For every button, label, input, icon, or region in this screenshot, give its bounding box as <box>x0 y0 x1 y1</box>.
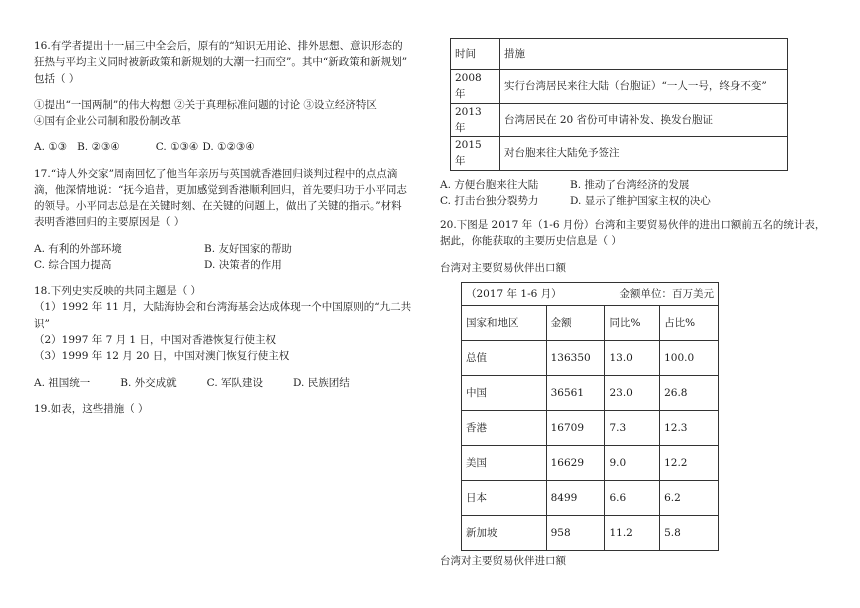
table-cell: 中国 <box>462 375 547 410</box>
table-cell: 香港 <box>462 410 547 445</box>
table-header-cell: 时间 <box>451 39 500 70</box>
option-c: C. 综合国力提高 <box>34 258 112 271</box>
q17-options <box>34 241 422 274</box>
table-header-row <box>462 305 719 340</box>
q16-line: 16.有学者提出十一届三中全会后，原有的“知识无用论、排外思想、意识形态的 <box>34 40 403 52</box>
table-unit-row <box>462 282 719 305</box>
table-row <box>462 340 719 375</box>
q18-line: （2）1997 年 7 月 1 日，中国对香港恢复行使主权 <box>34 333 276 346</box>
q18-line: （1）1992 年 11 月，大陆海协会和台湾海基会达成体现一个中国原则的“九二共 <box>34 301 412 314</box>
q19-table <box>450 38 788 171</box>
option-a: A. ①③ <box>34 141 68 154</box>
question-20 <box>440 217 840 569</box>
table-header-cell: 金额 <box>546 305 605 340</box>
option-a: A. 有利的外部环境 <box>34 242 122 255</box>
table-cell: 日本 <box>462 480 547 515</box>
table-cell: 2015 年 <box>451 137 500 171</box>
table-cell: 7.3 <box>605 410 660 445</box>
option-d: D. ①②③④ <box>202 141 255 154</box>
table-cell: 12.2 <box>660 445 719 480</box>
table-header-cell: 国家和地区 <box>462 305 547 340</box>
table-cell: 26.8 <box>660 375 719 410</box>
option-b: B. 外交成就 <box>120 376 177 389</box>
table-header-row <box>451 39 788 70</box>
table-cell: 8499 <box>546 480 605 515</box>
option-c: C. ①③④ <box>155 141 199 154</box>
table-cell: 13.0 <box>605 340 660 375</box>
table-cell: 2008 年 <box>451 70 500 104</box>
export-table <box>461 282 719 551</box>
q20-line: 据此，你能获取的主要历史信息是（ ） <box>440 235 622 248</box>
table-cell: 总值 <box>462 340 547 375</box>
table-cell: 11.2 <box>605 515 660 550</box>
table-cell: 美国 <box>462 445 547 480</box>
table-cell: 16709 <box>546 410 605 445</box>
table-cell: 5.8 <box>660 515 719 550</box>
option-a: A. 祖国统一 <box>34 376 91 389</box>
table-row <box>451 103 788 137</box>
q19-options <box>440 177 840 210</box>
table-cell: 100.0 <box>660 340 719 375</box>
table-cell: 136350 <box>546 340 605 375</box>
q18-line: （3）1999 年 12 月 20 日，中国对澳门恢复行使主权 <box>34 350 290 363</box>
table-cell: 36561 <box>546 375 605 410</box>
option-d: D. 决策者的作用 <box>204 258 282 271</box>
table-cell: 9.0 <box>605 445 660 480</box>
q17-line: 表明香港回归的主要原因是（ ） <box>34 216 185 229</box>
q18-options <box>34 375 422 391</box>
table-row <box>451 70 788 104</box>
q18-line: 18.下列史实反映的共同主题是（ ） <box>34 285 202 298</box>
table-cell: 6.6 <box>605 480 660 515</box>
table-cell: 新加坡 <box>462 515 547 550</box>
table-unit: 金额单位：百万美元 <box>619 287 714 300</box>
option-c: C. 军队建设 <box>206 376 264 389</box>
table-cell: 对台胞来往大陆免予签注 <box>500 137 788 171</box>
option-c: C. 打击台独分裂势力 <box>440 194 539 207</box>
q16-items: ④国有企业公司制和股份制改革 <box>34 115 181 128</box>
table-header-cell: 同比% <box>605 305 660 340</box>
table-row <box>462 515 719 550</box>
export-table-title: 台湾对主要贸易伙伴出口额 <box>440 261 566 274</box>
q18-line: 识” <box>34 317 50 330</box>
table-row <box>462 480 719 515</box>
table-row <box>462 375 719 410</box>
right-column <box>440 38 840 569</box>
question-16 <box>34 38 422 156</box>
question-18 <box>34 283 422 391</box>
q16-line: 狂热与平均主义同时被新政策和新规划的大潮一扫而空”。其中“新政策和新规划” <box>34 56 408 69</box>
table-cell: 2013 年 <box>451 103 500 137</box>
table-cell: 6.2 <box>660 480 719 515</box>
table-header-cell: 措施 <box>500 39 788 70</box>
q16-items: ①提出“一国两制”的伟大构想 ②关于真理标准问题的讨论 ③设立经济特区 <box>34 98 377 111</box>
table-row <box>451 137 788 171</box>
table-header-cell: 占比% <box>660 305 719 340</box>
q17-line: 滴，他深情地说：“抚今追昔，更加感觉到香港顺利回归，首先要归功于小平同志 <box>34 183 407 196</box>
option-b: B. ②③④ <box>77 141 120 154</box>
import-table-title: 台湾对主要贸易伙伴进口额 <box>440 554 566 567</box>
table-row <box>462 445 719 480</box>
option-d: D. 显示了维护国家主权的决心 <box>570 194 711 207</box>
q16-options <box>34 139 422 155</box>
q17-line: 17.“诗人外交家”周南回忆了他当年亲历与英国就香港回归谈判过程中的点点滴 <box>34 167 398 180</box>
table-cell: 958 <box>546 515 605 550</box>
table-cell: 12.3 <box>660 410 719 445</box>
table-row <box>462 410 719 445</box>
question-17 <box>34 166 422 274</box>
option-b: B. 推动了台湾经济的发展 <box>570 178 690 191</box>
q16-line: 包括（ ） <box>34 72 80 85</box>
table-cell: 23.0 <box>605 375 660 410</box>
table-period: （2017 年 1-6 月） <box>466 287 562 300</box>
left-column <box>34 38 422 417</box>
table-cell: 16629 <box>546 445 605 480</box>
option-a: A. 方便台胞来往大陆 <box>440 178 539 191</box>
q19-stem: 19.如表，这些措施（ ） <box>34 402 149 415</box>
table-cell: 台湾居民在 20 省份可申请补发、换发台胞证 <box>500 103 788 137</box>
q20-line: 20.下图是 2017 年（1-6 月份）台湾和主要贸易伙伴的进出口额前五名的统计表， <box>440 219 826 232</box>
table-cell: 实行台湾居民来往大陆（台胞证）“一人一号，终身不变” <box>500 70 788 104</box>
option-d: D. 民族团结 <box>293 376 350 389</box>
q17-line: 的领导。小平同志总是在关键时刻、在关键的问题上，做出了关键的指示。”材料 <box>34 200 402 213</box>
option-b: B. 友好国家的帮助 <box>204 242 292 255</box>
